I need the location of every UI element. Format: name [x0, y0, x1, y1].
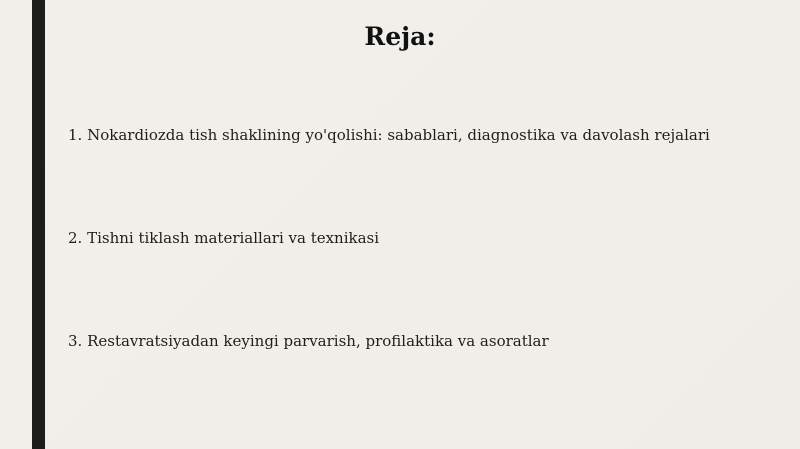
left-accent-bar	[32, 0, 45, 449]
plan-item-3: 3. Restavratsiyadan keyingi parvarish, profilaktika va asoratlar	[68, 332, 549, 350]
plan-item-1: 1. Nokardiozda tish shaklining yo'qolishi: sabablari, diagnostika va davolash rejalari	[68, 126, 710, 144]
plan-item-2: 2. Tishni tiklash materiallari va texnikasi	[68, 229, 380, 247]
slide-title: Reja:	[364, 22, 436, 51]
